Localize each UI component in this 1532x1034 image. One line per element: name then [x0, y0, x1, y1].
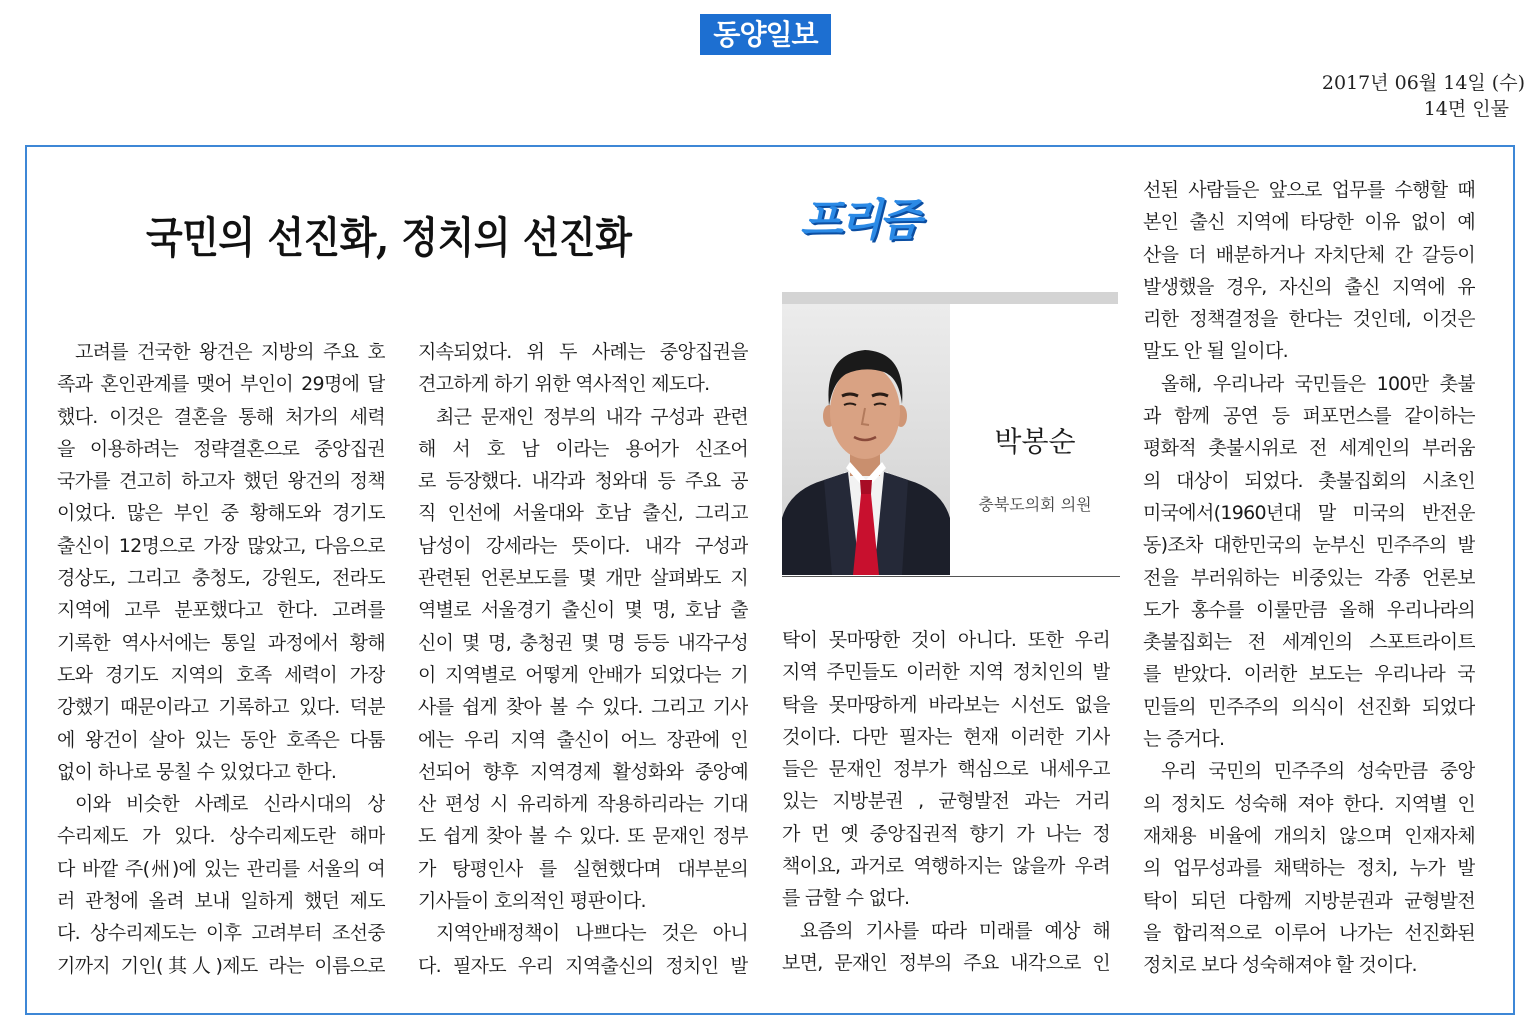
text-line: 지역 주민들도 이러한 지역 정치인의 발 [782, 661, 1110, 684]
issue-date: 2017년 06월 14일 (수) [1321, 72, 1525, 94]
text-line: 의 정치도 성숙해 져야 한다. 지역별 인 [1143, 792, 1475, 815]
text-line: 보면, 문재인 정부의 주요 내각으로 인 [782, 951, 1110, 974]
text-line: 관련된 언론보도를 몇 개만 살펴봐도 지 [418, 567, 748, 590]
text-line: 산 편성 시 유리하게 작용하리라는 기대 [418, 793, 748, 816]
text-line: 이었다. 많은 부인 중 황해도와 경기도 [57, 502, 385, 525]
photo-tie-knot [860, 480, 872, 494]
text-line: 다. 상수리제도는 이후 고려부터 조선중 [57, 922, 385, 945]
text-line: 을 이용하려는 정략결혼으로 중앙집권 [57, 437, 385, 460]
text-line: 의 업무성과를 채택하는 정치, 누가 발 [1143, 857, 1475, 880]
text-line: 없이 하나로 뭉칠 수 있었다고 한다. [57, 760, 337, 783]
text-line: 해 서 호 남 이라는 용어가 신조어 [418, 437, 748, 460]
text-line: 이 지역별로 어떻게 안배가 되었다는 기 [418, 663, 748, 686]
text-line: 정치로 보다 성숙해져야 할 것이다. [1143, 954, 1417, 977]
text-line: 는 증거다. [1143, 728, 1225, 751]
article-column-2 [418, 336, 748, 982]
text-line: 신이 몇 명, 충청권 몇 명 등등 내각구성 [418, 631, 748, 654]
text-line: 탁이 못마땅한 것이 아니다. 또한 우리 [782, 629, 1110, 651]
text-line: 이와 비슷한 사례로 신라시대의 상 [75, 793, 385, 816]
text-line: 산을 더 배분하거나 자치단체 간 갈등이 [1143, 243, 1475, 266]
text-line: 을 합리적으로 이루어 나가는 선진화된 [1143, 921, 1475, 944]
text-line: 기사들이 호의적인 평판이다. [418, 890, 646, 913]
text-line: 지역안배정책이 나쁘다는 것은 아니 [436, 922, 748, 945]
text-line: 직 인선에 서울대와 호남 출신, 그리고 [418, 502, 748, 525]
author-box [950, 304, 1120, 575]
text-line: 발생했을 경우, 자신의 출신 지역에 유 [1143, 275, 1475, 298]
text-line: 도와 경기도 지역의 호족 세력이 가장 [57, 663, 385, 686]
text-line: 사를 쉽게 찾아 볼 수 있다. 그리고 기사 [418, 696, 748, 719]
text-line: 동)조차 대한민국의 눈부신 민주주의 발 [1143, 534, 1475, 557]
text-line: 견고하게 하기 위한 역사적인 제도다. [418, 373, 710, 396]
text-line: 최근 문재인 정부의 내각 구성과 관련 [436, 405, 748, 428]
text-line: 역별로 서울경기 출신이 몇 명, 호남 출 [418, 599, 748, 622]
dateline [1322, 70, 1525, 122]
text-line: 도가 홍수를 이룰만큼 올해 우리나라의 [1143, 598, 1475, 621]
text-line: 촛불집회는 전 세계인의 스포트라이트 [1143, 631, 1475, 654]
text-line: 탁이 되던 다함께 지방분권과 균형발전 [1143, 889, 1475, 912]
text-line: 남성이 강세라는 뜻이다. 내각 구성과 [418, 534, 748, 557]
text-line: 것이다. 다만 필자는 현재 이러한 기사 [782, 725, 1110, 748]
text-line: 민들의 민주주의 의식이 선진화 되었다 [1143, 695, 1475, 718]
author-photo [782, 304, 950, 575]
article-column-1 [57, 336, 385, 982]
text-line: 지속되었다. 위 두 사례는 중앙집권을 [418, 341, 748, 363]
text-line: 평화적 촛불시위로 전 세계인의 부러움 [1143, 437, 1475, 460]
article-column-4 [1143, 174, 1475, 981]
column-logo: 프리즘 [800, 195, 919, 246]
text-line: 선된 사람들은 앞으로 업무를 수행할 때 [1143, 179, 1475, 201]
text-line: 에 왕건이 살아 있는 동안 호족은 다툼 [57, 728, 385, 751]
text-line: 본인 출신 지역에 타당한 이유 없이 예 [1143, 211, 1475, 234]
text-line: 고려를 건국한 왕건은 지방의 주요 호 [75, 341, 385, 363]
text-line: 기록한 역사서에는 통일 과정에서 황해 [57, 631, 385, 654]
text-line: 다 바깥 주(州)에 있는 관리를 서울의 여 [57, 857, 385, 880]
text-line: 로 등장했다. 내각과 청와대 등 주요 공 [418, 470, 748, 493]
text-line: 과 함께 공연 등 퍼포먼스를 같이하는 [1143, 405, 1475, 428]
text-line: 선되어 향후 지역경제 활성화와 중앙예 [418, 760, 748, 783]
author-name: 박봉순 [994, 425, 1076, 458]
text-line: 지역에 고루 분포했다고 한다. 고려를 [57, 599, 385, 622]
text-line: 우리 국민의 민주주의 성숙만큼 중앙 [1161, 760, 1475, 783]
text-line: 전을 부러워하는 비중있는 각종 언론보 [1143, 566, 1475, 589]
text-line: 말도 안 될 일이다. [1143, 340, 1288, 363]
article-column-3 [782, 624, 1110, 979]
text-line: 있는 지방분권 , 균형발전 과는 거리 [782, 790, 1110, 813]
photo-bottom-rule [782, 576, 1120, 577]
text-line: 를 금할 수 없다. [782, 887, 910, 910]
text-line: 요즘의 기사를 따라 미래를 예상 해 [800, 919, 1110, 942]
page-section: 14면 인물 [1423, 98, 1509, 120]
text-line: 국가를 견고히 하고자 했던 왕건의 정책 [57, 470, 385, 493]
text-line: 탁을 못마땅하게 바라보는 시선도 없을 [782, 693, 1110, 716]
text-line: 올해, 우리나라 국민들은 100만 촛불 [1161, 372, 1475, 395]
text-line: 족과 혼인관계를 맺어 부인이 29명에 달 [57, 373, 385, 396]
text-line: 강했기 때문이라고 기록하고 있다. 덕분 [57, 696, 385, 719]
text-line: 러 관청에 올려 보내 일하게 했던 제도 [57, 890, 385, 913]
text-line: 기까지 기인(其人)제도 라는 이름으로 [57, 954, 385, 977]
author-title: 충북도의회 의원 [978, 495, 1092, 514]
text-line: 수리제도 가 있다. 상수리제도란 해마 [57, 825, 385, 848]
photo-top-bar [782, 292, 1118, 304]
text-line: 를 받았다. 이러한 보도는 우리나라 국 [1143, 663, 1475, 686]
text-line: 책이요, 과거로 역행하지는 않을까 우려 [782, 855, 1110, 878]
article-headline: 국민의 선진화, 정치의 선진화 [146, 212, 632, 263]
text-line: 들은 문재인 정부가 핵심으로 내세우고 [782, 758, 1110, 781]
text-line: 했다. 이것은 결혼을 통해 처가의 세력 [57, 405, 385, 428]
text-line: 경상도, 그리고 충청도, 강원도, 전라도 [57, 567, 385, 590]
text-line: 가 먼 옛 중앙집권적 향기 가 나는 정 [782, 822, 1110, 845]
text-line: 리한 정책결정을 한다는 것인데, 이것은 [1143, 308, 1475, 331]
text-line: 에는 우리 지역 출신이 어느 장관에 인 [418, 728, 748, 751]
text-line: 의 대상이 되었다. 촛불집회의 시초인 [1143, 469, 1475, 492]
text-line: 도 쉽게 찾아 볼 수 있다. 또 문재인 정부 [418, 825, 748, 848]
text-line: 미국에서(1960년대 말 미국의 반전운 [1143, 501, 1475, 524]
text-line: 출신이 12명으로 가장 많았고, 다음으로 [57, 534, 385, 557]
text-line: 다. 필자도 우리 지역출신의 정치인 발 [418, 954, 748, 977]
text-line: 재채용 비율에 개의치 않으며 인재자체 [1143, 824, 1475, 847]
newspaper-logo: 동양일보 [700, 14, 831, 55]
text-line: 가 탕평인사 를 실현했다며 대부분의 [418, 857, 748, 880]
